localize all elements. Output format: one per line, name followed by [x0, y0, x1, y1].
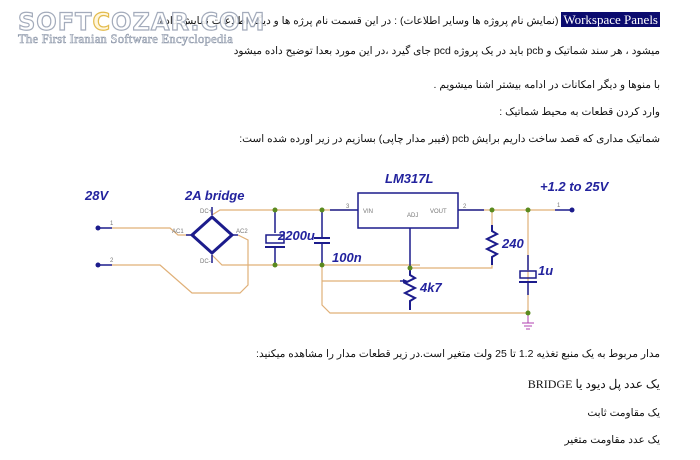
- highlighted-term: Workspace Panels: [563, 12, 658, 27]
- paragraph-line-2: میشود ، هر سند شماتیک و pcb باید در یک پروژه pcd جای گیرد ،در این مورد بعدا توضیح داده میشود: [233, 45, 660, 57]
- paragraph-line-5: شماتیک مداری که قصد ساخت داریم برایش pcb (فیبر مدار چاپی) بسازیم در زیر اورده شده است:: [239, 133, 660, 145]
- watermark-brand: SOFTCOZAR.COM: [18, 8, 266, 36]
- svg-text:AC2: AC2: [236, 229, 248, 235]
- capacitor-100n: [314, 210, 362, 265]
- svg-text:1: 1: [557, 203, 561, 209]
- svg-text:DC-: DC-: [200, 259, 211, 265]
- svg-text:2200u: 2200u: [278, 228, 315, 243]
- svg-text:DC+: DC+: [200, 209, 213, 215]
- svg-text:100n: 100n: [332, 250, 362, 265]
- potentiometer-4k7: [322, 268, 442, 310]
- watermark-tagline: The First Iranian Software Encyclopedia: [18, 32, 234, 46]
- svg-text:2: 2: [110, 258, 114, 264]
- capacitor-1u: [519, 255, 553, 295]
- section-heading: وارد کردن قطعات به محیط شماتیک :: [499, 106, 660, 118]
- svg-text:VIN: VIN: [363, 209, 374, 215]
- paragraph-text: (نمایش نام پروژه ها وسایر اطلاعات) : در این قسمت نام پرژه ها و دیگر اطلاعات نمایش داده: [159, 15, 559, 27]
- svg-text:1: 1: [110, 221, 114, 227]
- input-voltage-label: 28V: [85, 188, 109, 203]
- paragraph-workspace-panels: [160, 12, 660, 28]
- svg-text:ADJ: ADJ: [407, 213, 419, 219]
- svg-text:4k7: 4k7: [420, 280, 442, 295]
- svg-text:1u: 1u: [538, 263, 554, 278]
- svg-text:2A bridge: 2A bridge: [185, 188, 245, 203]
- svg-text:2: 2: [463, 204, 467, 210]
- resistor-240: [487, 225, 524, 265]
- parts-item-bridge: یک عدد پل دیود یا BRIDGE: [527, 377, 660, 391]
- svg-text:3: 3: [346, 204, 350, 210]
- bridge-rectifier: [172, 188, 248, 265]
- svg-text:AC1: AC1: [172, 229, 184, 235]
- input-terminals: [96, 221, 115, 268]
- paragraph-line-3: با منوها و دیگر امکانات در ادامه بیشتر اشنا میشویم .: [433, 79, 660, 91]
- circuit-description: مدار مربوط به یک منبع تغذیه 1.2 تا 25 ولت متغیر است.در زیر قطعات مدار را مشاهده میکنید:: [256, 348, 660, 360]
- svg-text:VOUT: VOUT: [430, 209, 447, 215]
- parts-item-variable-resistor: یک عدد مقاومت متغیر: [564, 434, 660, 446]
- svg-text:+1.2 to 25V: +1.2 to 25V: [540, 179, 609, 194]
- parts-item-fixed-resistor: یک مقاومت ثابت: [587, 407, 660, 419]
- svg-text:240: 240: [502, 236, 524, 251]
- output-terminal: [540, 179, 610, 213]
- svg-text:LM317L: LM317L: [385, 171, 434, 186]
- capacitor-2200u: [265, 210, 315, 265]
- circuit-schematic: [0, 155, 700, 345]
